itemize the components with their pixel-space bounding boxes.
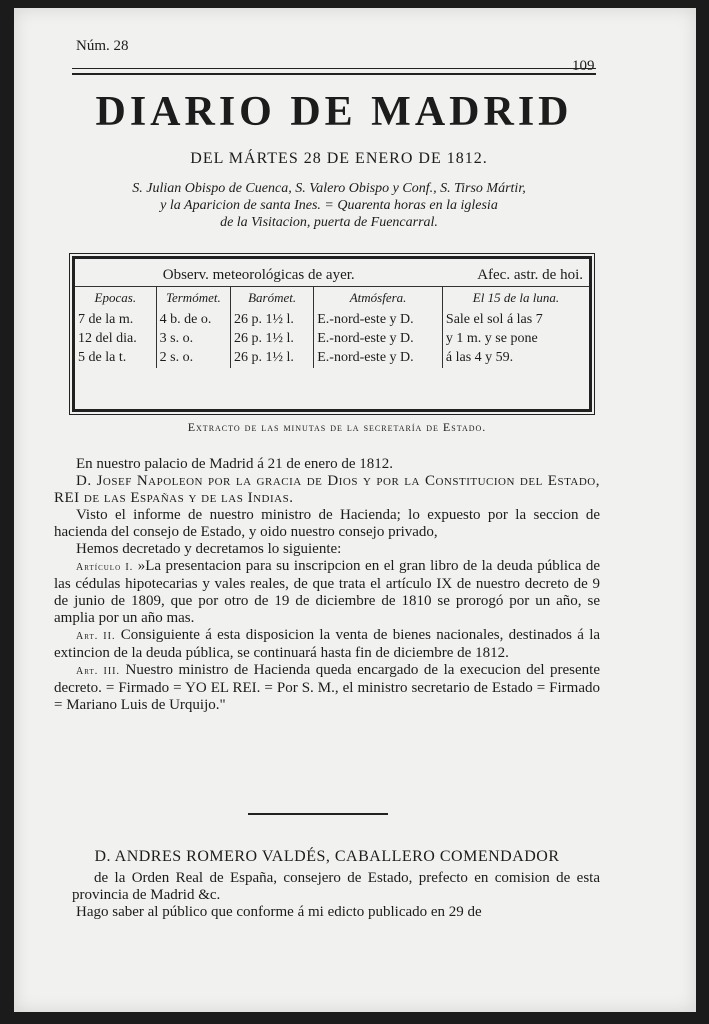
col-termometro: Termómet.: [156, 287, 230, 310]
barometro-2: 26 p. 1½ l.: [234, 331, 294, 346]
notice-heading: D. ANDRES ROMERO VALDÉS, CABALLERO COMENDADOR: [94, 848, 560, 865]
article-1: [54, 558, 600, 627]
decree-body: [54, 456, 600, 714]
col-atmosfera: Atmósfera.: [314, 287, 443, 310]
barometro-cell: [231, 309, 314, 368]
atmosfera-1: E.-nord-este y D.: [317, 312, 414, 327]
astro-line-2: y 1 m. y se pone: [445, 331, 538, 346]
decree-preamble: Visto el informe de nuestro ministro de Hacienda; lo expuesto por la seccion de hacienda del consejo de Estado, y oido nuestro consejo privado,: [54, 507, 600, 540]
section-heading-extracto: Extracto de las minutas de la secretaría de Estado.: [187, 420, 487, 434]
article-2-text: Consiguiente á esta disposicion la venta de bienes nacionales, destinados á la extincion de la deuda pública, se continuará hasta fin de diciembre de 1812.: [54, 627, 601, 661]
atmosfera-2: E.-nord-este y D.: [317, 331, 414, 346]
article-2-label: Art. II.: [76, 631, 116, 642]
masthead-title: DIARIO DE MADRID: [95, 89, 573, 135]
weather-table: [72, 256, 592, 412]
article-1-text: »La presentacion para su inscripcion en el gran libro de la deuda pública de las cédulas hipotecarias y vales reales, de que trata el artículo IX de nuestro decreto de 9 de junio de 1809, que por otro de 19 de diciembre de 1810 se prorogó por un año, se amplia por un año mas.: [54, 558, 601, 626]
epoca-3: 5 de la t.: [78, 350, 127, 365]
termometro-cell: [156, 309, 230, 368]
col-luna: El 15 de la luna.: [442, 287, 589, 310]
barometro-1: 26 p. 1½ l.: [234, 312, 294, 327]
article-2: [54, 627, 600, 662]
col-epocas: Epocas.: [75, 287, 156, 310]
decree-king-title: D. Josef Napoleon por la gracia de Dios y por la Constitucion del Estado, REI de las Españas y de las Indias.: [54, 473, 600, 506]
epoca-1: 7 de la m.: [78, 312, 134, 327]
astro-line-3: á las 4 y 59.: [445, 350, 514, 365]
termometro-3: 2 s. o.: [159, 350, 194, 365]
saints-line-1: S. Julian Obispo de Cuenca, S. Valero Obispo y Conf., S. Tirso Mártir,: [132, 181, 526, 196]
article-3-label: Art. III.: [76, 666, 120, 677]
notice-body: [54, 870, 600, 921]
masthead-date: DEL MÁRTES 28 DE ENERO DE 1812.: [190, 150, 488, 167]
epoca-cell: [75, 309, 156, 368]
article-1-label: Artículo I.: [76, 562, 134, 573]
newspaper-page: [14, 8, 696, 1012]
astro-caption: Afec. astr. de hoi.: [477, 267, 583, 283]
notice-text: Hago saber al público que conforme á mi edicto publicado en 29 de: [76, 904, 482, 920]
termometro-2: 3 s. o.: [159, 331, 194, 346]
header-rule-thick: [72, 73, 596, 75]
astro-cell: [442, 309, 589, 368]
saints-line-2: y la Aparicion de santa Ines. = Quarenta horas en la iglesia: [160, 198, 498, 213]
weather-caption: Observ. meteorológicas de ayer.: [162, 267, 355, 283]
atmosfera-cell: [314, 309, 443, 368]
barometro-3: 26 p. 1½ l.: [234, 350, 294, 365]
notice-subheading: de la Orden Real de España, consejero de Estado, prefecto en comision de esta provincia de Madrid &c.: [72, 870, 600, 903]
decree-resolution: Hemos decretado y decretamos lo siguiente:: [76, 541, 342, 557]
epoca-2: 12 del dia.: [78, 331, 137, 346]
header-rule-thin: [72, 68, 596, 69]
saints-of-day: [74, 180, 584, 231]
atmosfera-3: E.-nord-este y D.: [317, 350, 414, 365]
decree-place-date: En nuestro palacio de Madrid á 21 de enero de 1812.: [76, 456, 393, 472]
col-barometro: Barómet.: [231, 287, 314, 310]
article-3: [54, 662, 600, 714]
section-divider: [248, 813, 388, 815]
article-3-text: Nuestro ministro de Hacienda queda encargado de la execucion del presente decreto. = Firmado = YO EL REI. = Por S. M., el ministro secretario de Estado = Firmado = Mariano Luis de Urquijo.": [54, 662, 600, 713]
termometro-1: 4 b. de o.: [159, 312, 212, 327]
issue-number: Núm. 28: [76, 38, 129, 54]
saints-line-3: de la Visitacion, puerta de Fuencarral.: [220, 215, 438, 230]
astro-line-1: Sale el sol á las 7: [445, 312, 543, 327]
page-number: 109: [572, 58, 595, 74]
